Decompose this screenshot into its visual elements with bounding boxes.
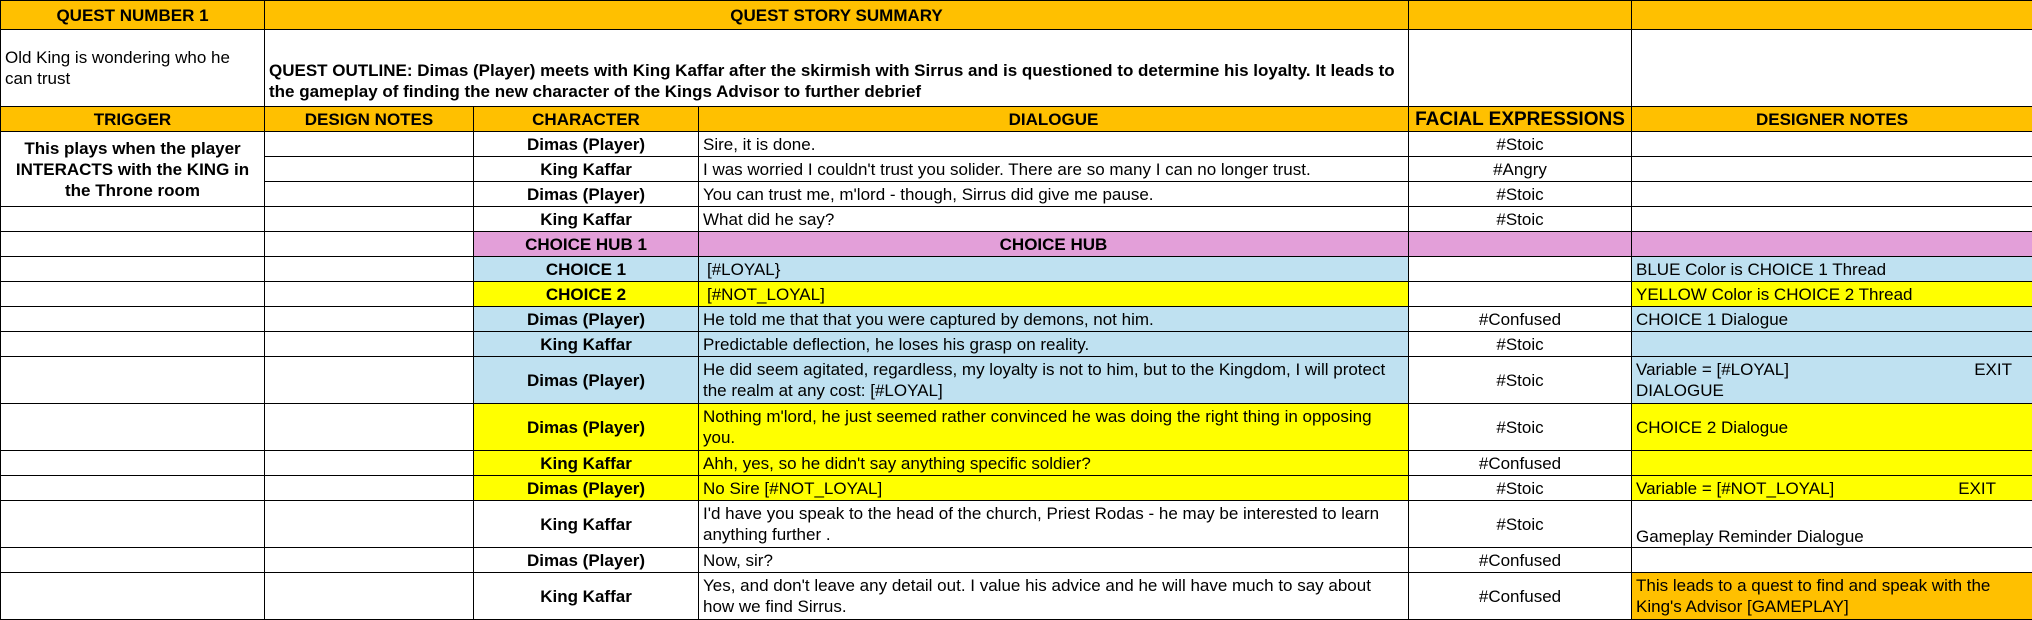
character-cell[interactable]: King Kaffar bbox=[474, 157, 699, 182]
note-line-2: DIALOGUE bbox=[1636, 381, 1724, 400]
summary-cell[interactable]: Old King is wondering who he can trust bbox=[1, 30, 265, 107]
designer-notes-cell[interactable] bbox=[1632, 207, 2032, 232]
expression-cell[interactable]: #Confused bbox=[1409, 573, 1632, 620]
quest-story-summary-header[interactable]: QUEST STORY SUMMARY bbox=[265, 1, 1409, 30]
header-empty-cell[interactable] bbox=[1632, 1, 2032, 30]
column-header-design-notes[interactable]: DESIGN NOTES bbox=[265, 107, 474, 132]
design-notes-cell[interactable] bbox=[265, 157, 474, 182]
designer-notes-cell[interactable]: CHOICE 2 Dialogue bbox=[1632, 404, 2032, 451]
trigger-cell[interactable] bbox=[1, 501, 265, 548]
choice-1-label-cell[interactable]: CHOICE 1 bbox=[474, 257, 699, 282]
trigger-cell[interactable] bbox=[1, 307, 265, 332]
design-notes-cell[interactable] bbox=[265, 451, 474, 476]
character-cell[interactable]: Dimas (Player) bbox=[474, 182, 699, 207]
dialogue-cell[interactable]: He did seem agitated, regardless, my loyalty is not to him, but to the Kingdom, I will protect the realm at any cost: [#LOYAL] bbox=[699, 357, 1409, 404]
expression-cell[interactable]: #Angry bbox=[1409, 157, 1632, 182]
empty-cell[interactable] bbox=[1632, 30, 2032, 107]
design-notes-cell[interactable] bbox=[265, 548, 474, 573]
character-cell[interactable]: King Kaffar bbox=[474, 207, 699, 232]
dialogue-cell[interactable]: Nothing m'lord, he just seemed rather convinced he was doing the right thing in opposing you. bbox=[699, 404, 1409, 451]
designer-notes-cell[interactable]: CHOICE 1 Dialogue bbox=[1632, 307, 2032, 332]
design-notes-cell[interactable] bbox=[265, 476, 474, 501]
expression-cell[interactable]: #Confused bbox=[1409, 451, 1632, 476]
note-exit: EXIT bbox=[1974, 360, 2012, 379]
quest-number-cell[interactable]: QUEST NUMBER 1 bbox=[1, 1, 265, 30]
design-notes-cell[interactable] bbox=[265, 307, 474, 332]
expression-cell[interactable]: #Stoic bbox=[1409, 404, 1632, 451]
design-notes-cell[interactable] bbox=[265, 232, 474, 257]
dialogue-cell[interactable]: [#LOYAL} bbox=[699, 257, 1409, 282]
trigger-cell[interactable] bbox=[1, 332, 265, 357]
dialogue-cell[interactable]: No Sire [#NOT_LOYAL] bbox=[699, 476, 1409, 501]
note-line bbox=[1636, 478, 2028, 499]
designer-notes-cell[interactable]: BLUE Color is CHOICE 1 Thread bbox=[1632, 257, 2032, 282]
design-notes-cell[interactable] bbox=[265, 182, 474, 207]
dialogue-cell[interactable]: What did he say? bbox=[699, 207, 1409, 232]
expression-cell[interactable]: #Stoic bbox=[1409, 476, 1632, 501]
character-cell[interactable]: King Kaffar bbox=[474, 451, 699, 476]
expression-cell[interactable]: #Confused bbox=[1409, 548, 1632, 573]
choice-hub-label-cell[interactable]: CHOICE HUB 1 bbox=[474, 232, 699, 257]
column-header-designer-notes[interactable]: DESIGNER NOTES bbox=[1632, 107, 2032, 132]
trigger-cell[interactable] bbox=[1, 282, 265, 307]
dialogue-cell[interactable]: Now, sir? bbox=[699, 548, 1409, 573]
character-cell[interactable]: Dimas (Player) bbox=[474, 404, 699, 451]
header-empty-cell[interactable] bbox=[1409, 1, 1632, 30]
character-cell[interactable]: Dimas (Player) bbox=[474, 548, 699, 573]
trigger-cell[interactable] bbox=[1, 404, 265, 451]
designer-notes-cell[interactable]: Gameplay Reminder Dialogue bbox=[1632, 501, 2032, 548]
design-notes-cell[interactable] bbox=[265, 357, 474, 404]
design-notes-cell[interactable] bbox=[265, 332, 474, 357]
designer-notes-cell[interactable] bbox=[1632, 548, 2032, 573]
designer-notes-cell[interactable] bbox=[1632, 476, 2032, 501]
design-notes-cell[interactable] bbox=[265, 573, 474, 620]
trigger-cell[interactable] bbox=[1, 257, 265, 282]
note-variable: Variable = [#LOYAL] bbox=[1636, 360, 1789, 379]
expression-cell[interactable]: #Stoic bbox=[1409, 132, 1632, 157]
note-exit: EXIT bbox=[1958, 478, 1996, 498]
trigger-cell[interactable] bbox=[1, 232, 265, 257]
dialogue-cell[interactable]: He told me that that you were captured by demons, not him. bbox=[699, 307, 1409, 332]
designer-notes-cell[interactable] bbox=[1632, 357, 2032, 404]
empty-cell[interactable] bbox=[1409, 30, 1632, 107]
expression-cell[interactable] bbox=[1409, 257, 1632, 282]
character-cell[interactable]: King Kaffar bbox=[474, 573, 699, 620]
note-variable: Variable = [#NOT_LOYAL] bbox=[1636, 478, 1835, 498]
trigger-cell[interactable] bbox=[1, 357, 265, 404]
expression-cell[interactable]: #Stoic bbox=[1409, 332, 1632, 357]
character-cell[interactable]: Dimas (Player) bbox=[474, 307, 699, 332]
designer-notes-cell[interactable] bbox=[1632, 182, 2032, 207]
design-notes-cell[interactable] bbox=[265, 404, 474, 451]
column-header-dialogue[interactable]: DIALOGUE bbox=[699, 107, 1409, 132]
character-cell[interactable]: Dimas (Player) bbox=[474, 132, 699, 157]
expression-cell[interactable] bbox=[1409, 232, 1632, 257]
designer-notes-cell[interactable] bbox=[1632, 332, 2032, 357]
designer-notes-cell[interactable] bbox=[1632, 232, 2032, 257]
quest-outline-cell[interactable]: QUEST OUTLINE: Dimas (Player) meets with King Kaffar after the skirmish with Sirrus and is questioned to determine his loyalty. It leads to the gameplay of finding the new character of the Kings Advisor to further debrief bbox=[265, 30, 1409, 107]
character-cell[interactable]: Dimas (Player) bbox=[474, 357, 699, 404]
trigger-cell[interactable] bbox=[1, 548, 265, 573]
dialogue-cell[interactable]: I was worried I couldn't trust you solider. There are so many I can no longer trust. bbox=[699, 157, 1409, 182]
expression-cell[interactable]: #Stoic bbox=[1409, 501, 1632, 548]
dialogue-cell[interactable]: Predictable deflection, he loses his grasp on reality. bbox=[699, 332, 1409, 357]
note-line bbox=[1636, 359, 2028, 380]
expression-cell[interactable] bbox=[1409, 282, 1632, 307]
trigger-cell[interactable] bbox=[1, 451, 265, 476]
column-header-facial-expressions[interactable]: FACIAL EXPRESSIONS bbox=[1409, 107, 1632, 132]
design-notes-cell[interactable] bbox=[265, 132, 474, 157]
character-cell[interactable]: King Kaffar bbox=[474, 501, 699, 548]
trigger-cell[interactable] bbox=[1, 476, 265, 501]
design-notes-cell[interactable] bbox=[265, 282, 474, 307]
dialogue-cell[interactable]: Sire, it is done. bbox=[699, 132, 1409, 157]
dialogue-cell[interactable]: Yes, and don't leave any detail out. I value his advice and he will have much to say about how we find Sirrus. bbox=[699, 573, 1409, 620]
expression-cell[interactable]: #Stoic bbox=[1409, 207, 1632, 232]
expression-cell[interactable]: #Confused bbox=[1409, 307, 1632, 332]
dialogue-cell[interactable]: I'd have you speak to the head of the church, Priest Rodas - he may be interested to learn anything further . bbox=[699, 501, 1409, 548]
trigger-cell[interactable]: This plays when the player INTERACTS with the KING in the Throne room bbox=[1, 132, 265, 207]
choice-hub-cell[interactable]: CHOICE HUB bbox=[699, 232, 1409, 257]
designer-notes-cell[interactable] bbox=[1632, 157, 2032, 182]
dialogue-cell[interactable]: [#NOT_LOYAL] bbox=[699, 282, 1409, 307]
character-cell[interactable]: King Kaffar bbox=[474, 332, 699, 357]
design-notes-cell[interactable] bbox=[265, 207, 474, 232]
choice-2-label-cell[interactable]: CHOICE 2 bbox=[474, 282, 699, 307]
trigger-cell[interactable] bbox=[1, 573, 265, 620]
design-notes-cell[interactable] bbox=[265, 257, 474, 282]
character-cell[interactable]: Dimas (Player) bbox=[474, 476, 699, 501]
trigger-cell[interactable] bbox=[1, 207, 265, 232]
column-header-trigger[interactable]: TRIGGER bbox=[1, 107, 265, 132]
design-notes-cell[interactable] bbox=[265, 501, 474, 548]
expression-cell[interactable]: #Stoic bbox=[1409, 357, 1632, 404]
designer-notes-cell[interactable]: This leads to a quest to find and speak with the King's Advisor [GAMEPLAY] bbox=[1632, 573, 2032, 620]
expression-cell[interactable]: #Stoic bbox=[1409, 182, 1632, 207]
column-header-character[interactable]: CHARACTER bbox=[474, 107, 699, 132]
designer-notes-cell[interactable]: YELLOW Color is CHOICE 2 Thread bbox=[1632, 282, 2032, 307]
designer-notes-cell[interactable] bbox=[1632, 132, 2032, 157]
dialogue-cell[interactable]: You can trust me, m'lord - though, Sirrus did give me pause. bbox=[699, 182, 1409, 207]
designer-notes-cell[interactable] bbox=[1632, 451, 2032, 476]
dialogue-cell[interactable]: Ahh, yes, so he didn't say anything specific soldier? bbox=[699, 451, 1409, 476]
